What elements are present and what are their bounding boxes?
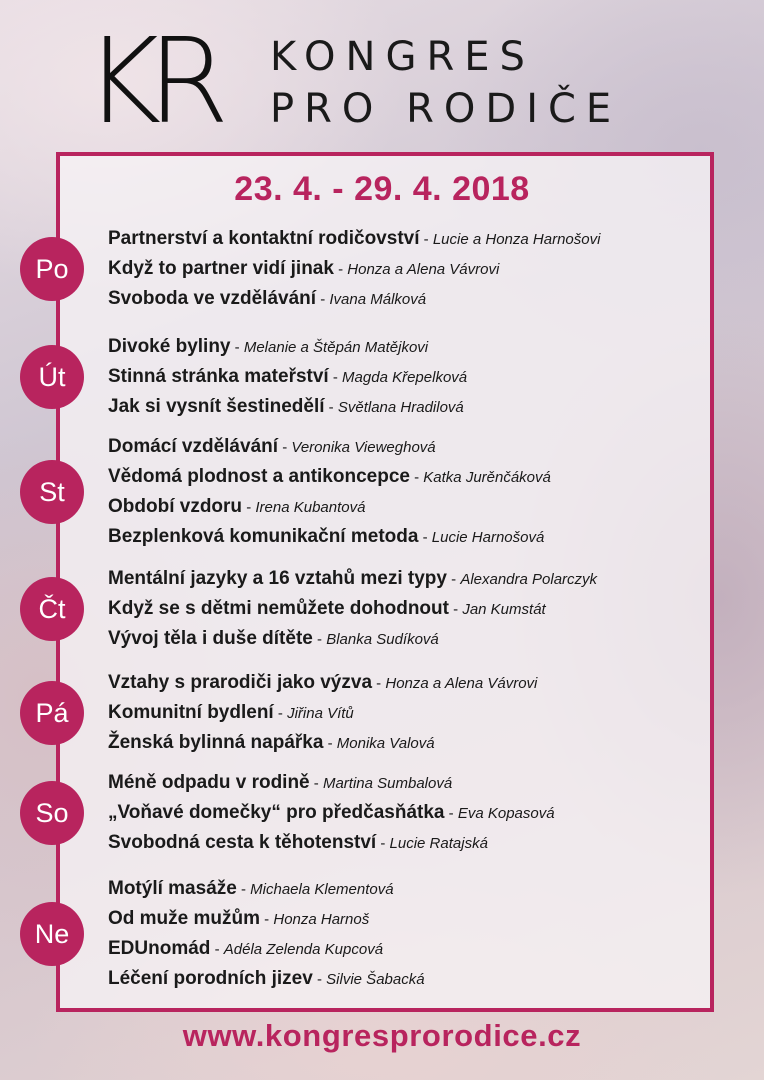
talk-row	[108, 904, 728, 934]
logo-line-1: KONGRES	[270, 34, 535, 80]
day-badge: Po	[20, 237, 84, 301]
talk-title: Když to partner vidí jinak	[108, 258, 334, 279]
talk-title: Divoké byliny	[108, 336, 231, 357]
talk-speaker: Jan Kumstát	[462, 601, 546, 618]
talk-title: Vývoj těla i duše dítěte	[108, 628, 313, 649]
talk-speaker: Adéla Zelenda Kupcová	[223, 941, 384, 958]
talk-row	[108, 698, 728, 728]
talk-speaker: Irena Kubantová	[255, 499, 366, 516]
talk-speaker: Lucie Ratajská	[389, 835, 488, 852]
talk-separator: -	[309, 775, 323, 792]
day-badge: Ne	[20, 902, 84, 966]
talk-row	[108, 254, 728, 284]
website-link[interactable]: www.kongresprorodice.cz	[182, 1018, 582, 1053]
talk-row	[108, 492, 728, 522]
day-badge: Čt	[20, 577, 84, 641]
talk-title: Když se s dětmi nemůžete dohodnout	[108, 598, 449, 619]
talk-separator: -	[242, 499, 256, 516]
talk-separator: -	[444, 805, 458, 822]
talk-separator: -	[236, 881, 251, 898]
talk-speaker: Magda Křepelková	[342, 369, 468, 386]
talk-speaker: Silvie Šabacká	[326, 971, 425, 988]
talk-separator: -	[324, 399, 338, 416]
talk-row	[108, 522, 728, 552]
talk-title: Vztahy s prarodiči jako výzva	[108, 672, 373, 693]
talk-speaker: Světlana Hradilová	[337, 399, 464, 416]
talk-separator: -	[260, 911, 274, 928]
talk-row	[108, 284, 728, 314]
talk-separator: -	[333, 261, 348, 278]
talk-title: Komunitní bydlení	[108, 702, 274, 723]
talk-row	[108, 332, 728, 362]
talk-speaker: Lucie Harnošová	[431, 529, 545, 546]
talk-row	[108, 668, 728, 698]
talk-title: EDUnomád	[108, 938, 211, 959]
talk-row	[108, 362, 728, 392]
talk-separator: -	[210, 941, 224, 958]
talk-speaker: Melanie a Štěpán Matějkovi	[243, 339, 429, 356]
talk-speaker: Ivana Málková	[329, 291, 427, 308]
talk-row	[108, 564, 728, 594]
talk-row	[108, 934, 728, 964]
talk-title: Mentální jazyky a 16 vztahů mezi typy	[108, 568, 447, 589]
talk-row	[108, 728, 728, 758]
talk-speaker: Michaela Klementová	[250, 881, 394, 898]
talk-title: Období vzdoru	[108, 496, 243, 517]
day-talks	[108, 668, 728, 758]
talk-row	[108, 594, 728, 624]
talk-title: Vědomá plodnost a antikoncepce	[108, 466, 410, 487]
talk-separator: -	[409, 469, 424, 486]
talk-speaker: Eva Kopasová	[457, 805, 555, 822]
day-badge: St	[20, 460, 84, 524]
day-talks	[108, 432, 728, 552]
talk-separator: -	[376, 835, 390, 852]
talk-title: Ženská bylinná napářka	[108, 732, 324, 753]
day-talks	[108, 768, 728, 858]
day-badge: Pá	[20, 681, 84, 745]
talk-separator: -	[312, 631, 327, 648]
logo-mark: KR	[84, 12, 216, 150]
talk-speaker: Katka Jurěnčáková	[423, 469, 551, 486]
talk-title: Motýlí masáže	[108, 878, 237, 899]
talk-separator: -	[230, 339, 244, 356]
talk-speaker: Blanka Sudíková	[326, 631, 439, 648]
talk-speaker: Jiřina Vítů	[287, 705, 354, 722]
talk-speaker: Honza Harnoš	[273, 911, 370, 928]
talk-row	[108, 224, 728, 254]
header	[0, 0, 764, 150]
talk-separator: -	[448, 601, 463, 618]
talk-title: Stinná stránka mateřství	[108, 366, 329, 387]
talk-title: Partnerství a kontaktní rodičovství	[108, 228, 420, 249]
day-badge: So	[20, 781, 84, 845]
day-talks	[108, 874, 728, 994]
talk-title: Bezplenková komunikační metoda	[108, 526, 419, 547]
talk-row	[108, 462, 728, 492]
talk-speaker: Alexandra Polarczyk	[460, 571, 598, 588]
talk-separator: -	[328, 369, 343, 386]
logo-line-2: PRO RODIČE	[270, 86, 622, 132]
talk-row	[108, 798, 728, 828]
talk-title: Od muže mužům	[108, 908, 261, 929]
talk-row	[108, 828, 728, 858]
talk-title: „Voňavé domečky“ pro předčasňátka	[108, 802, 445, 823]
talk-separator: -	[418, 529, 432, 546]
talk-speaker: Veronika Vieweghová	[291, 439, 436, 456]
talk-speaker: Martina Sumbalová	[322, 775, 453, 792]
day-badge: Út	[20, 345, 84, 409]
day-talks	[108, 224, 728, 314]
talk-speaker: Lucie a Honza Harnošovi	[432, 231, 601, 248]
talk-title: Léčení porodních jizev	[108, 968, 313, 989]
talk-separator: -	[316, 291, 330, 308]
talk-row	[108, 768, 728, 798]
talk-separator: -	[323, 735, 337, 752]
talk-row	[108, 432, 728, 462]
talk-title: Svobodná cesta k těhotenství	[108, 832, 377, 853]
talk-speaker: Honza a Alena Vávrovi	[347, 261, 500, 278]
talk-separator: -	[278, 439, 292, 456]
talk-speaker: Monika Valová	[336, 735, 435, 752]
talk-title: Domácí vzdělávání	[108, 436, 279, 457]
talk-row	[108, 624, 728, 654]
talk-title: Svoboda ve vzdělávání	[108, 288, 317, 309]
talk-row	[108, 964, 728, 994]
talk-speaker: Honza a Alena Vávrovi	[385, 675, 538, 692]
talk-separator: -	[312, 971, 327, 988]
talk-separator: -	[273, 705, 288, 722]
talk-title: Méně odpadu v rodině	[108, 772, 310, 793]
talk-row	[108, 874, 728, 904]
talk-title: Jak si vysnít šestinedělí	[108, 396, 325, 417]
talk-separator: -	[419, 231, 433, 248]
talk-separator: -	[372, 675, 386, 692]
day-talks	[108, 332, 728, 422]
event-dates: 23. 4. - 29. 4. 2018	[234, 170, 530, 208]
day-talks	[108, 564, 728, 654]
talk-row	[108, 392, 728, 422]
talk-separator: -	[446, 571, 461, 588]
